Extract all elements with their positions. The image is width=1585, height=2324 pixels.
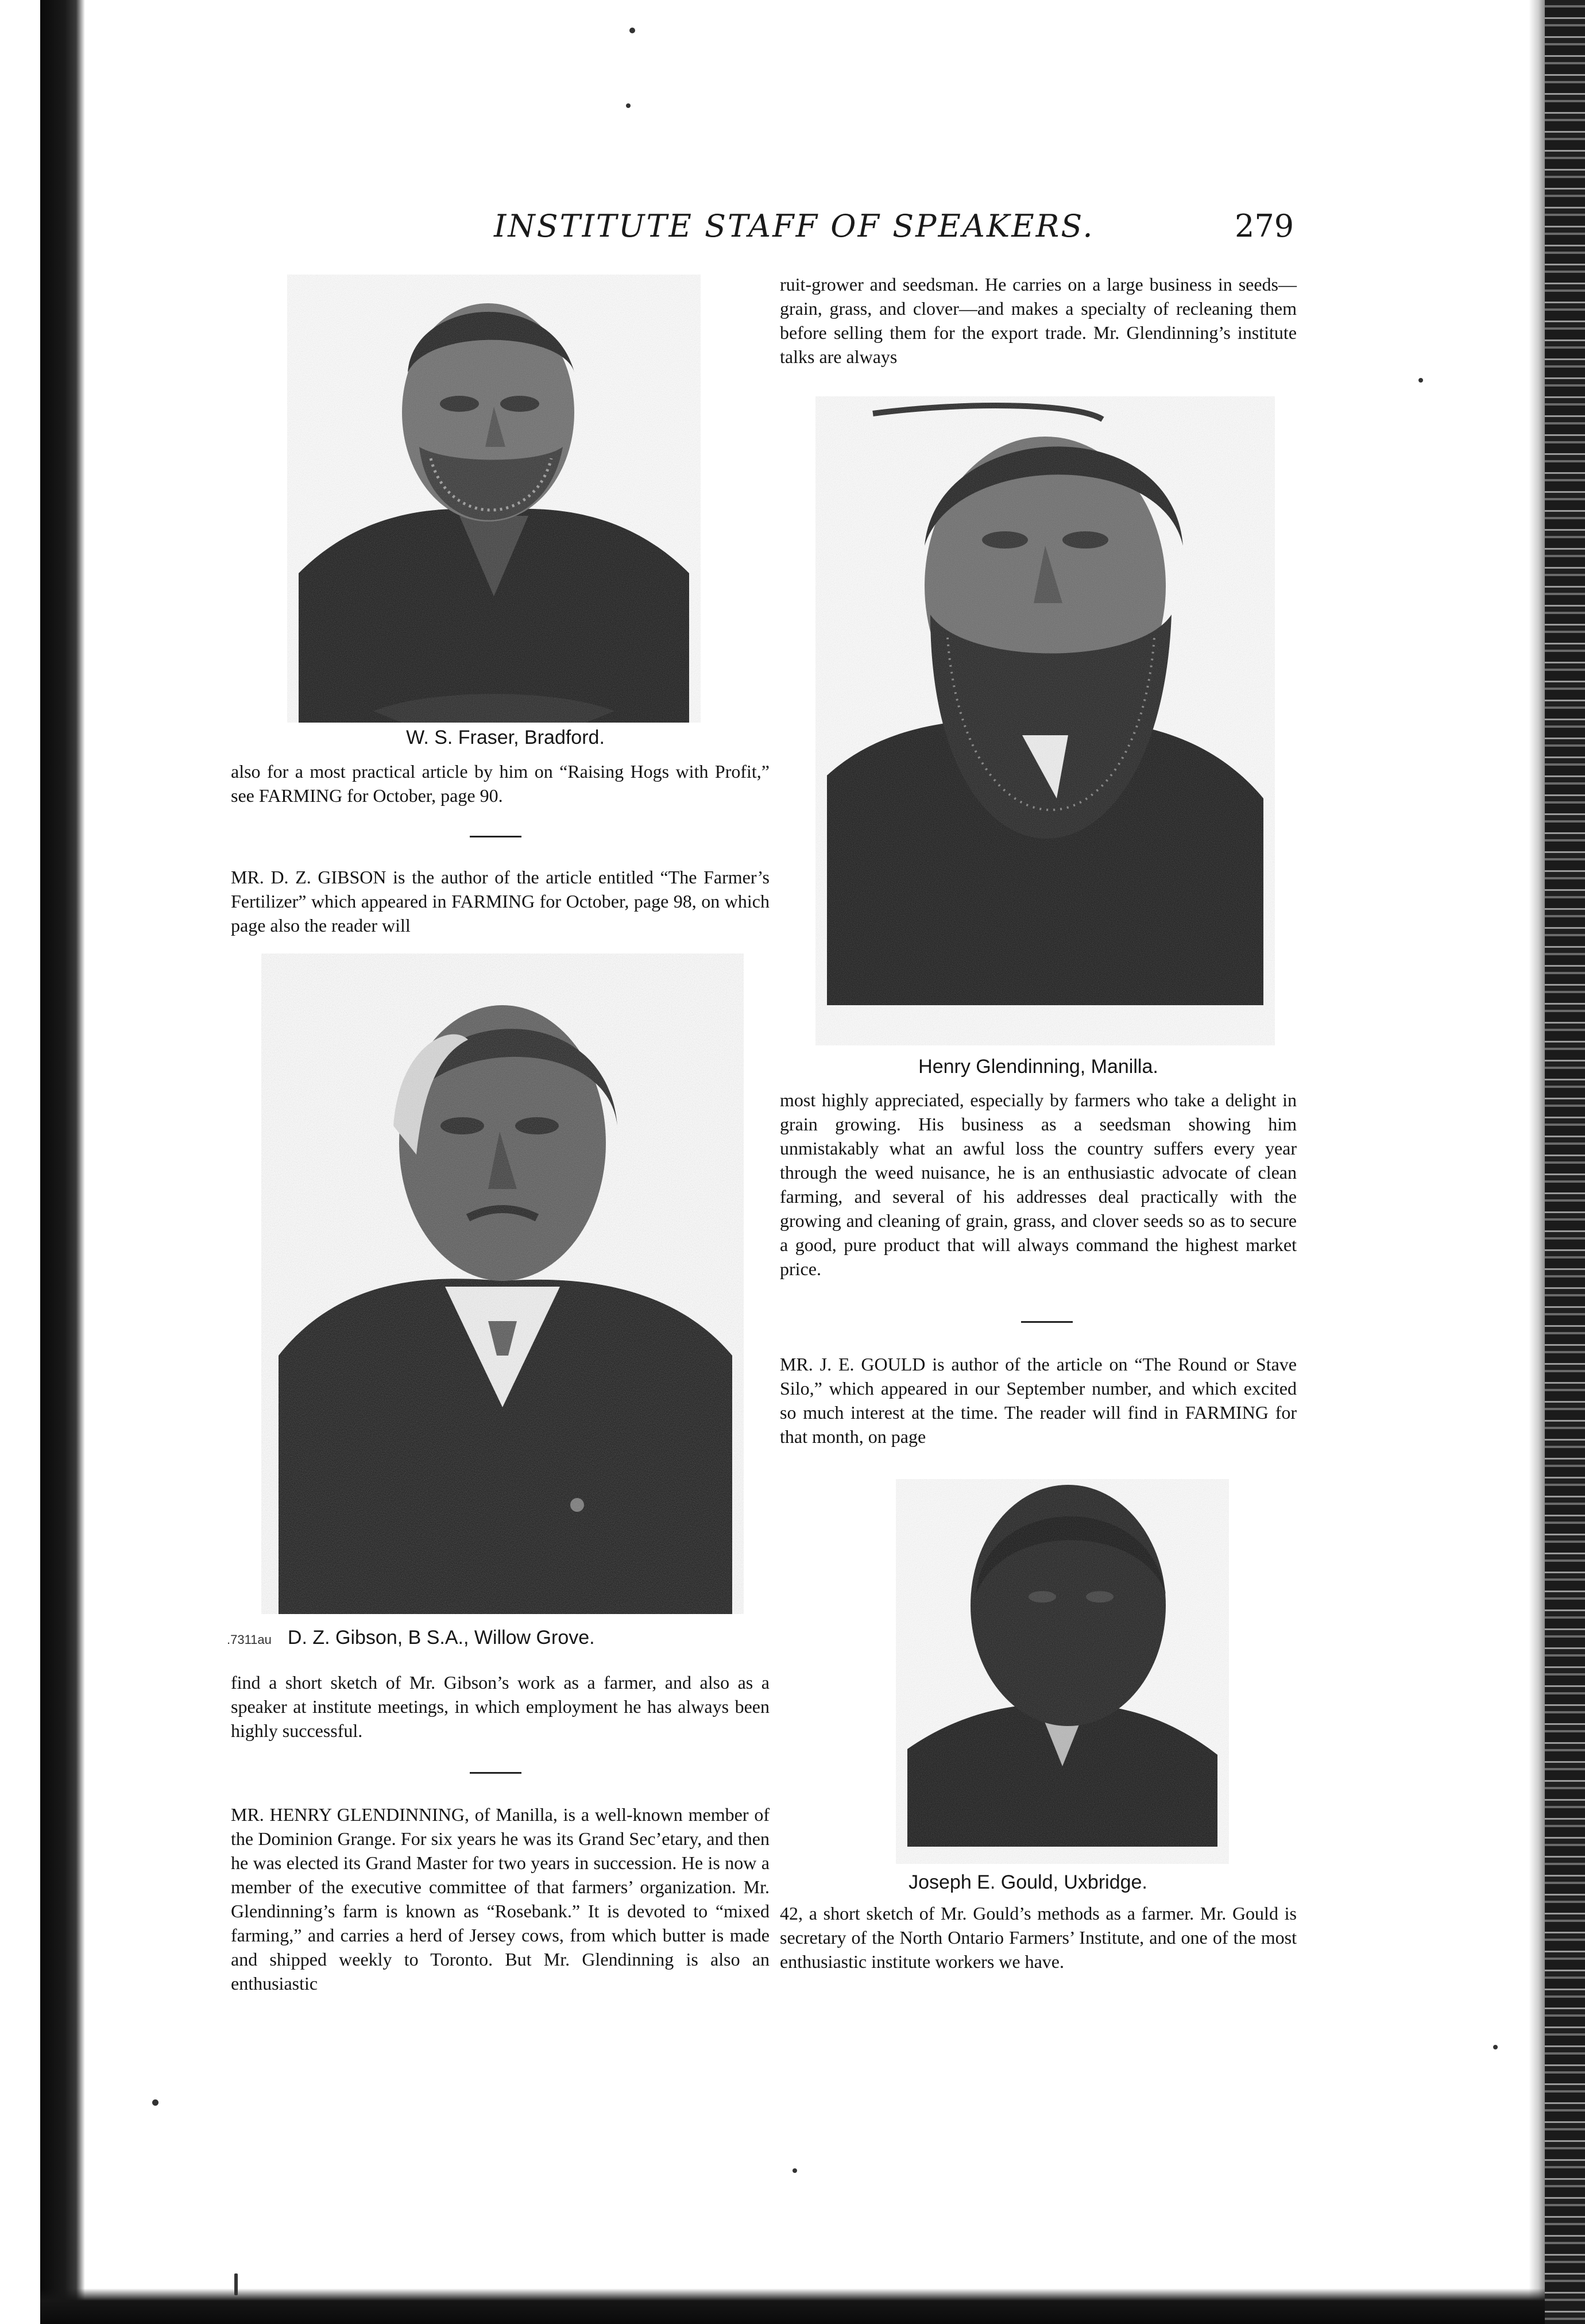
section-divider — [470, 1772, 521, 1774]
page-number: 279 — [1235, 208, 1294, 244]
running-head: INSTITUTE STAFF OF SPEAKERS. — [494, 208, 1095, 244]
scan-border-bottom — [40, 2288, 1545, 2324]
glendinning-portrait — [815, 396, 1275, 1045]
dust-speck — [152, 2099, 158, 2106]
gibson-article-continued: find a short sketch of Mr. Gibson’s work as a farmer, and also as a speaker at institute meetings, in which employment he has always been highly successful. — [231, 1672, 770, 1741]
glendinning-caption: Henry Glendinning, Manilla. — [918, 1056, 1158, 1078]
dust-speck — [234, 2273, 238, 2295]
gibson-caption-row — [227, 1627, 770, 1649]
dust-speck — [629, 28, 635, 33]
scan-border-right — [1545, 0, 1585, 2324]
gould-caption: Joseph E. Gould, Uxbridge. — [909, 1871, 1147, 1893]
dust-speck — [1418, 378, 1423, 383]
scan-shadow-right — [1529, 0, 1545, 2324]
gould-article-intro: MR. J. E. GOULD is author of the article on “The Round or Stave Silo,” which appeared in our September number, and which excited so much interest at the time. The reader will find in FARMING for that month, on page — [780, 1354, 1297, 1447]
glendinning-article-intro: MR. HENRY GLENDINNING, of Manilla, is a well-known member of the Dominion Grange. For six years he was its Grand Sec’etary, and then he was elected its Grand Master for two years in succession. He is now a member of the executive committee of that farmers’ organization. Mr. Glendinning’s farm is known as “Rosebank.” It is devoted to “mixed farming,” and carries a herd of Jersey cows, from which butter is made and shipped weekly to Toronto. But Mr. Glendinning is also an enthusiastic — [231, 1804, 770, 1994]
gibson-caption: D. Z. Gibson, B S.A., Willow Grove. — [287, 1627, 595, 1649]
caption-stray-mark: .7311au — [227, 1632, 272, 1647]
dust-speck — [626, 103, 631, 108]
fraser-portrait — [287, 275, 701, 723]
gould-article-continued: 42, a short sketch of Mr. Gould’s methods as a farmer. Mr. Gould is secretary of the North Ontario Farmers’ Institute, and one of the most enthusiastic institute workers we have. — [780, 1903, 1297, 1972]
gould-portrait — [896, 1479, 1229, 1864]
fraser-article-continued: also for a most practical article by him on “Raising Hogs with Profit,” see FARMING for October, page 90. — [231, 761, 770, 806]
glendinning-article-continued: most highly appreciated, especially by farmers who take a delight in grain growing. His business as a seedsman showing him unmistakably what an awful loss the country suffers every year through the weed nuisance, he is an enthusiastic advocate of clean farming, and several of his addresses deal practically with the growing and cleaning of grain, grass, and clover seeds so as to secure a good, pure product that will always command the highest market price. — [780, 1090, 1297, 1279]
dust-speck — [792, 2168, 797, 2173]
gibson-portrait — [261, 953, 744, 1614]
dust-speck — [1493, 2045, 1498, 2049]
section-divider — [1021, 1321, 1073, 1323]
section-divider — [470, 836, 521, 837]
glendinning-article-top: ruit-grower and seedsman. He carries on a large business in seeds—grain, grass, and clover—and makes a specialty of recleaning them before selling them for the export trade. Mr. Glendinning’s institute talks are always — [780, 274, 1297, 367]
fraser-caption: W. S. Fraser, Bradford. — [406, 727, 605, 748]
gibson-article-intro: MR. D. Z. GIBSON is the author of the article entitled “The Farmer’s Fertilizer” which appeared in FARMING for October, page 98, on which page also the reader will — [231, 867, 770, 936]
scan-border-left — [40, 0, 85, 2324]
